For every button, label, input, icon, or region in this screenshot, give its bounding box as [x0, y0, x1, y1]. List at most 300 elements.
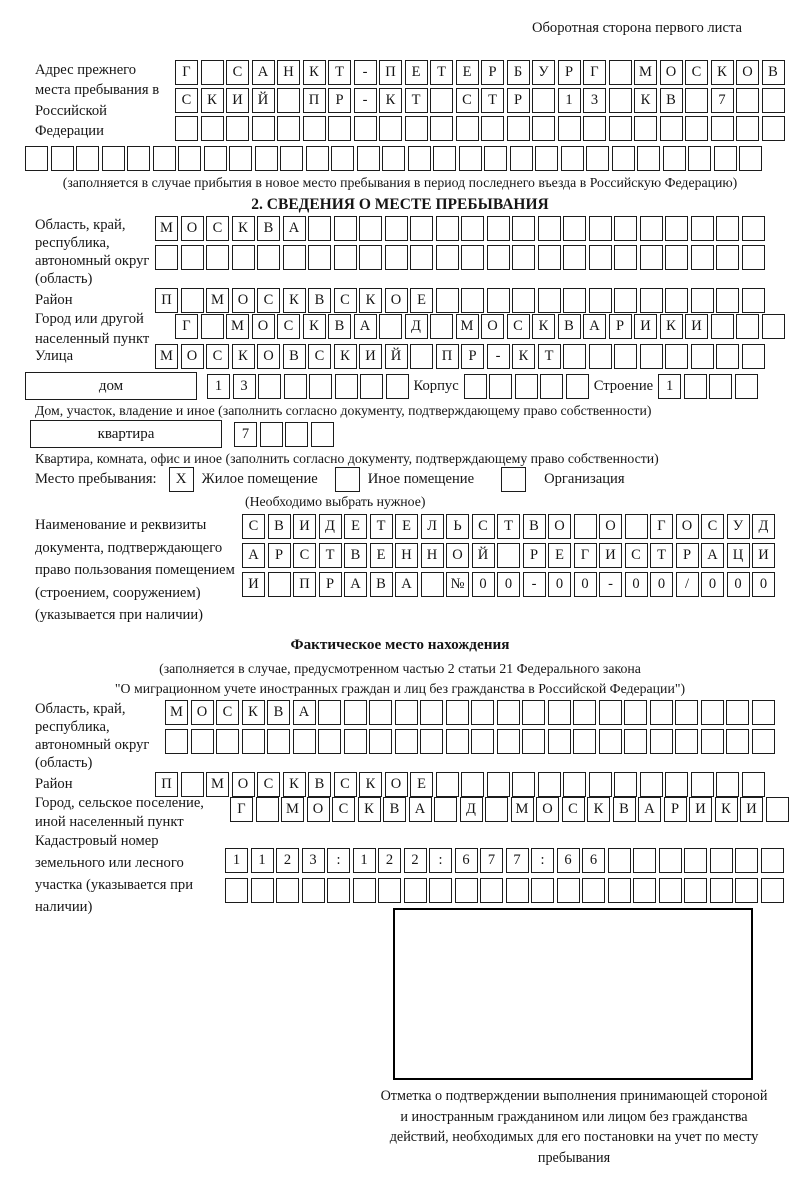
char-cell: К	[379, 88, 402, 113]
char-cell	[711, 116, 734, 141]
char-cell: С	[277, 314, 300, 339]
char-cell: И	[226, 88, 249, 113]
char-cell	[327, 878, 350, 903]
char-cell	[599, 700, 622, 725]
char-cell: О	[536, 797, 559, 822]
char-cell	[538, 216, 561, 241]
char-cell	[395, 729, 418, 754]
confirmation-stamp-area	[393, 908, 753, 1080]
char-cell	[573, 700, 596, 725]
char-cell: Т	[481, 88, 504, 113]
char-cell	[359, 245, 382, 270]
char-cell: П	[155, 772, 178, 797]
char-cell	[535, 146, 558, 171]
char-cell	[256, 797, 279, 822]
char-cell	[257, 245, 280, 270]
char-cell: Е	[344, 514, 367, 539]
char-cell	[714, 146, 737, 171]
char-cell: С	[332, 797, 355, 822]
char-cell: 0	[727, 572, 750, 597]
char-cell	[614, 344, 637, 369]
char-cell	[360, 374, 383, 399]
char-cell	[318, 729, 341, 754]
actual-region-label: Область, край, республика, автономный округ (область)	[35, 701, 150, 771]
char-cell	[589, 344, 612, 369]
char-cell	[624, 729, 647, 754]
char-cell: О	[446, 543, 469, 568]
char-cell	[430, 116, 453, 141]
char-cell: П	[303, 88, 326, 113]
char-cell	[736, 88, 759, 113]
cadastre-row-2	[225, 878, 784, 903]
char-cell	[762, 116, 785, 141]
char-cell: А	[354, 314, 377, 339]
char-cell: Й	[252, 88, 275, 113]
char-cell: В	[370, 572, 393, 597]
char-cell: А	[283, 216, 306, 241]
char-cell	[710, 848, 733, 873]
stay-type-label: Место пребывания:	[35, 471, 157, 487]
char-cell	[379, 116, 402, 141]
house-row	[25, 372, 758, 400]
char-cell	[726, 729, 749, 754]
char-cell	[255, 146, 278, 171]
char-cell	[226, 116, 249, 141]
char-cell	[532, 88, 555, 113]
char-cell	[650, 700, 673, 725]
char-cell: С	[257, 772, 280, 797]
char-cell: Р	[481, 60, 504, 85]
char-cell	[429, 878, 452, 903]
stroenie-label: Строение	[593, 377, 654, 394]
char-cell	[487, 216, 510, 241]
char-cell: О	[481, 314, 504, 339]
char-cell: В	[660, 88, 683, 113]
char-cell: Л	[421, 514, 444, 539]
char-cell: И	[293, 514, 316, 539]
char-cell	[684, 374, 707, 399]
char-cell: В	[328, 314, 351, 339]
char-cell	[625, 514, 648, 539]
char-cell: 2	[378, 848, 401, 873]
char-cell	[76, 146, 99, 171]
char-cell: О	[676, 514, 699, 539]
actual-district-label: Район	[35, 776, 73, 792]
char-cell	[410, 216, 433, 241]
region-block	[35, 216, 765, 288]
char-cell	[538, 245, 561, 270]
char-cell	[434, 797, 457, 822]
char-cell	[277, 88, 300, 113]
char-cell	[489, 374, 512, 399]
char-cell: С	[334, 288, 357, 313]
char-cell	[456, 116, 479, 141]
prev-address-note: (заполняется в случае прибытия в новое место пребывания в период последнего въезда в Российскую Федерацию)	[62, 175, 738, 190]
stay-type-row	[35, 467, 625, 492]
char-cell: -	[487, 344, 510, 369]
char-cell: М	[281, 797, 304, 822]
char-cell	[382, 146, 405, 171]
char-cell: О	[181, 216, 204, 241]
char-cell: Р	[268, 543, 291, 568]
char-cell: И	[689, 797, 712, 822]
char-cell	[165, 729, 188, 754]
char-cell	[640, 344, 663, 369]
char-cell	[303, 116, 326, 141]
char-cell: -	[599, 572, 622, 597]
char-cell	[308, 245, 331, 270]
char-cell	[691, 344, 714, 369]
city-label: Город или другой населенный пункт	[35, 311, 150, 347]
char-cell	[334, 245, 357, 270]
char-cell	[735, 374, 758, 399]
char-cell	[378, 878, 401, 903]
char-cell: :	[531, 848, 554, 873]
char-cell	[609, 88, 632, 113]
char-cell	[640, 245, 663, 270]
char-cell	[276, 878, 299, 903]
char-cell: К	[232, 344, 255, 369]
char-cell	[51, 146, 74, 171]
char-cell	[716, 344, 739, 369]
char-cell: В	[523, 514, 546, 539]
char-cell	[608, 878, 631, 903]
char-cell	[663, 146, 686, 171]
char-cell: М	[165, 700, 188, 725]
actual-location-note-1: (заполняется в случае, предусмотренном частью 2 статьи 21 Федерального закона	[159, 661, 641, 676]
char-cell: А	[344, 572, 367, 597]
char-cell: К	[634, 88, 657, 113]
char-cell: К	[283, 772, 306, 797]
prev-address-label: Адрес прежнего места пребывания в Российской Федерации	[35, 62, 160, 140]
char-cell	[637, 146, 660, 171]
char-cell: Г	[230, 797, 253, 822]
char-cell: И	[599, 543, 622, 568]
korpus-label: Корпус	[413, 377, 459, 394]
char-cell: О	[385, 772, 408, 797]
char-cell: С	[293, 543, 316, 568]
char-cell: В	[268, 514, 291, 539]
char-cell: Е	[370, 543, 393, 568]
char-cell	[284, 374, 307, 399]
char-cell: 6	[557, 848, 580, 873]
char-cell	[609, 60, 632, 85]
char-cell: М	[206, 772, 229, 797]
char-cell	[480, 878, 503, 903]
char-cell	[334, 216, 357, 241]
char-cell: В	[762, 60, 785, 85]
prev-address-rows	[175, 60, 785, 142]
char-cell: Г	[175, 314, 198, 339]
char-cell: У	[727, 514, 750, 539]
char-cell	[614, 245, 637, 270]
char-cell: О	[736, 60, 759, 85]
char-cell	[420, 729, 443, 754]
char-cell: С	[226, 60, 249, 85]
char-cell	[175, 116, 198, 141]
char-cell: Е	[395, 514, 418, 539]
char-cell: 1	[207, 374, 230, 399]
char-cell: В	[257, 216, 280, 241]
char-cell: М	[155, 216, 178, 241]
house-type-box: дом	[25, 372, 197, 400]
residential-label: Жилое помещение	[201, 471, 318, 487]
char-cell	[522, 729, 545, 754]
char-cell	[633, 848, 656, 873]
char-cell: Р	[328, 88, 351, 113]
char-cell: П	[379, 60, 402, 85]
char-cell: К	[201, 88, 224, 113]
char-cell	[624, 700, 647, 725]
char-cell: Е	[456, 60, 479, 85]
char-cell: К	[242, 700, 265, 725]
char-cell	[633, 878, 656, 903]
district-label: Район	[35, 292, 73, 308]
char-cell	[659, 848, 682, 873]
region-label: Область, край, республика, автономный округ (область)	[35, 217, 150, 287]
char-cell: П	[436, 344, 459, 369]
char-cell	[277, 116, 300, 141]
char-cell: -	[354, 60, 377, 85]
stamp-caption: Отметка о подтверждении выполнения принимающей стороной и иностранным гражданином или лицом без гражданства действий, необходимых для его постановки на учет по месту пребывания	[380, 1088, 768, 1166]
region-row-1	[155, 216, 765, 241]
organization-label: Организация	[544, 471, 625, 487]
document-row-2	[242, 543, 775, 568]
char-cell: 2	[404, 848, 427, 873]
char-cell	[306, 146, 329, 171]
char-cell: 6	[582, 848, 605, 873]
char-cell	[716, 245, 739, 270]
char-cell: :	[429, 848, 452, 873]
char-cell	[430, 88, 453, 113]
char-cell: :	[327, 848, 350, 873]
char-cell: И	[685, 314, 708, 339]
document-block	[35, 514, 775, 627]
char-cell: -	[523, 572, 546, 597]
char-cell	[566, 374, 589, 399]
other-premises-label: Иное помещение	[367, 471, 475, 487]
char-cell	[354, 116, 377, 141]
char-cell: 0	[650, 572, 673, 597]
char-cell	[691, 216, 714, 241]
char-cell	[481, 116, 504, 141]
char-cell: О	[548, 514, 571, 539]
char-cell: П	[155, 288, 178, 313]
actual-city-row	[230, 797, 789, 832]
region-row-2	[155, 245, 765, 270]
char-cell: Г	[583, 60, 606, 85]
char-cell	[532, 116, 555, 141]
street-block	[35, 344, 765, 369]
char-cell	[225, 878, 248, 903]
char-cell: С	[206, 344, 229, 369]
char-cell	[127, 146, 150, 171]
char-cell	[766, 797, 789, 822]
char-cell	[510, 146, 533, 171]
char-cell	[410, 344, 433, 369]
char-cell: Т	[405, 88, 428, 113]
char-cell	[497, 700, 520, 725]
char-cell	[252, 116, 275, 141]
char-cell: В	[267, 700, 290, 725]
actual-city-label: Город, сельское поселение, иной населенный пункт	[35, 795, 204, 830]
char-cell	[761, 878, 784, 903]
char-cell: 0	[701, 572, 724, 597]
char-cell	[688, 146, 711, 171]
house-note: Дом, участок, владение и иное (заполнить согласно документу, подтверждающему право собственности)	[35, 403, 652, 418]
char-cell	[369, 700, 392, 725]
char-cell	[563, 245, 586, 270]
char-cell	[369, 729, 392, 754]
char-cell: Д	[405, 314, 428, 339]
char-cell: Р	[523, 543, 546, 568]
char-cell	[762, 314, 785, 339]
char-cell: Т	[328, 60, 351, 85]
char-cell: В	[558, 314, 581, 339]
actual-location-note-2: "О миграционном учете иностранных граждан и лиц без гражданства в Российской Федерации")	[114, 681, 686, 696]
char-cell	[742, 344, 765, 369]
char-cell: О	[660, 60, 683, 85]
char-cell: Н	[421, 543, 444, 568]
char-cell	[710, 878, 733, 903]
char-cell	[612, 146, 635, 171]
char-cell	[634, 116, 657, 141]
actual-region-row-1	[165, 700, 775, 725]
char-cell	[497, 543, 520, 568]
char-cell: 0	[625, 572, 648, 597]
char-cell: А	[395, 572, 418, 597]
region-rows	[155, 216, 765, 288]
char-cell: Й	[472, 543, 495, 568]
char-cell	[512, 245, 535, 270]
char-cell: О	[232, 772, 255, 797]
house-number-cells	[207, 374, 409, 399]
corner-note: Оборотная сторона первого листа	[531, 20, 742, 36]
char-cell	[726, 700, 749, 725]
char-cell	[191, 729, 214, 754]
char-cell: С	[334, 772, 357, 797]
char-cell: Е	[410, 772, 433, 797]
char-cell	[735, 878, 758, 903]
char-cell	[660, 116, 683, 141]
char-cell: К	[359, 772, 382, 797]
char-cell	[280, 146, 303, 171]
char-cell	[216, 729, 239, 754]
char-cell	[242, 729, 265, 754]
char-cell	[421, 572, 444, 597]
char-cell: С	[472, 514, 495, 539]
char-cell: А	[242, 543, 265, 568]
char-cell	[308, 216, 331, 241]
char-cell	[471, 700, 494, 725]
char-cell	[659, 878, 682, 903]
residential-checkbox: X	[169, 467, 194, 492]
char-cell: В	[308, 288, 331, 313]
char-cell	[685, 88, 708, 113]
char-cell: К	[660, 314, 683, 339]
char-cell	[260, 422, 283, 447]
actual-region-rows	[165, 700, 775, 772]
char-cell: К	[358, 797, 381, 822]
char-cell	[25, 146, 48, 171]
char-cell: В	[344, 543, 367, 568]
char-cell: 0	[497, 572, 520, 597]
char-cell	[229, 146, 252, 171]
char-cell	[742, 245, 765, 270]
char-cell	[471, 729, 494, 754]
char-cell: Н	[277, 60, 300, 85]
char-cell: Ц	[727, 543, 750, 568]
char-cell	[302, 878, 325, 903]
char-cell	[484, 146, 507, 171]
char-cell	[640, 216, 663, 241]
char-cell: К	[283, 288, 306, 313]
char-cell	[293, 729, 316, 754]
char-cell: В	[383, 797, 406, 822]
char-cell	[665, 216, 688, 241]
char-cell: Р	[558, 60, 581, 85]
char-cell: М	[456, 314, 479, 339]
char-cell: П	[293, 572, 316, 597]
char-cell: Н	[395, 543, 418, 568]
char-cell	[267, 729, 290, 754]
char-cell	[557, 878, 580, 903]
char-cell: А	[409, 797, 432, 822]
char-cell	[739, 146, 762, 171]
char-cell: М	[226, 314, 249, 339]
char-cell	[446, 700, 469, 725]
char-cell	[574, 514, 597, 539]
char-cell	[540, 374, 563, 399]
char-cell: К	[303, 60, 326, 85]
actual-region-block	[35, 700, 775, 772]
document-row-3	[242, 572, 775, 597]
char-cell: С	[701, 514, 724, 539]
char-cell	[691, 245, 714, 270]
char-cell: А	[293, 700, 316, 725]
char-cell: Д	[319, 514, 342, 539]
char-cell: Р	[664, 797, 687, 822]
char-cell: 3	[233, 374, 256, 399]
char-cell	[497, 729, 520, 754]
char-cell	[461, 245, 484, 270]
char-cell: В	[613, 797, 636, 822]
char-cell: Б	[507, 60, 530, 85]
char-cell: В	[283, 344, 306, 369]
char-cell	[614, 216, 637, 241]
char-cell: Т	[650, 543, 673, 568]
char-cell	[675, 729, 698, 754]
char-cell: Т	[319, 543, 342, 568]
char-cell: А	[701, 543, 724, 568]
char-cell	[404, 878, 427, 903]
char-cell: 7	[234, 422, 257, 447]
char-cell	[736, 116, 759, 141]
document-rows	[242, 514, 775, 627]
char-cell: 3	[302, 848, 325, 873]
char-cell: 0	[548, 572, 571, 597]
char-cell	[258, 374, 281, 399]
char-cell: Р	[319, 572, 342, 597]
char-cell	[408, 146, 431, 171]
char-cell	[531, 878, 554, 903]
char-cell: Е	[410, 288, 433, 313]
char-cell	[285, 422, 308, 447]
char-cell	[385, 245, 408, 270]
char-cell	[379, 314, 402, 339]
char-cell: К	[512, 344, 535, 369]
char-cell: К	[232, 216, 255, 241]
